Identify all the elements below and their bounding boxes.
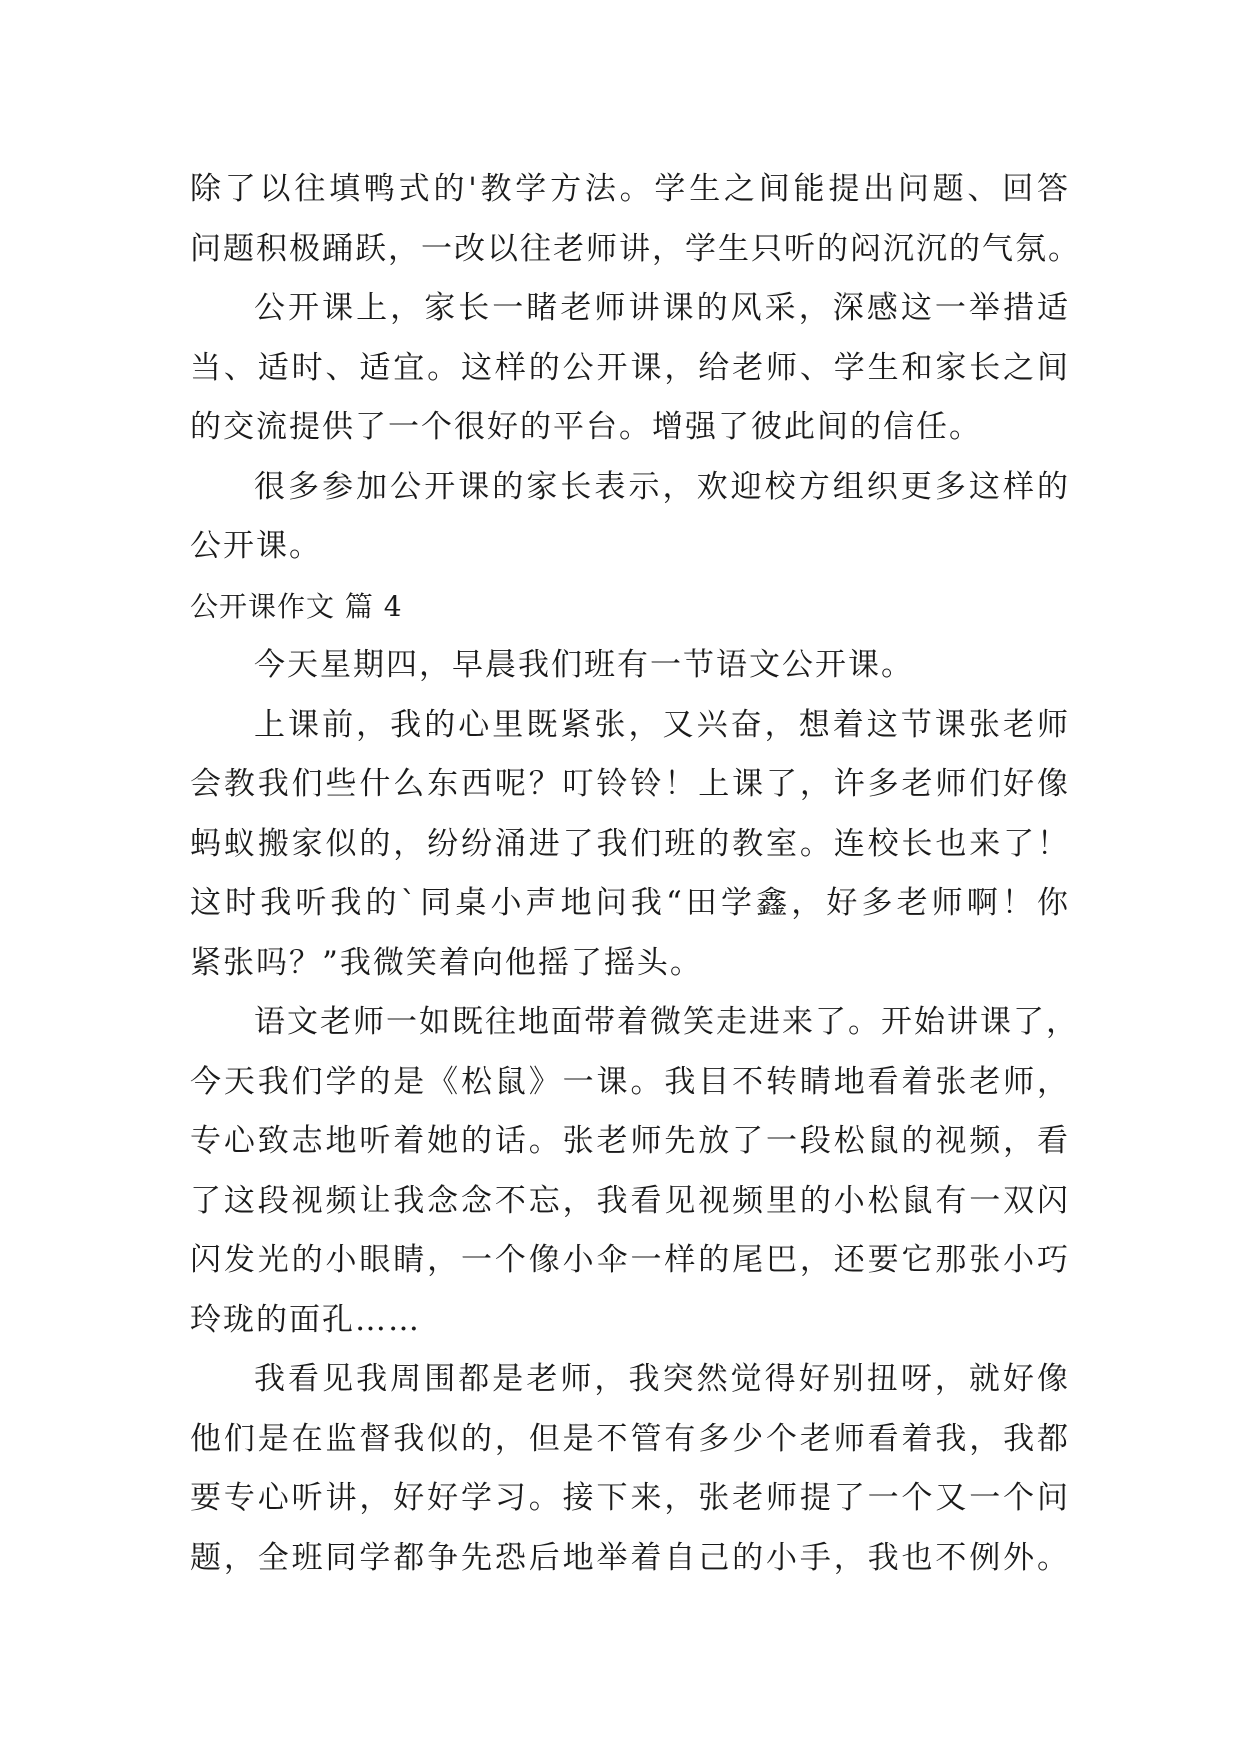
paragraph-line: 他们是在监督我似的，但是不管有多少个老师看着我，我都 bbox=[190, 1420, 1070, 1457]
paragraph-line: 今天我们学的是《松鼠》一课。我目不转睛地看着张老师， bbox=[190, 1063, 1070, 1100]
paragraph-line: 蚂蚁搬家似的，纷纷涌进了我们班的教室。连校长也来了！ bbox=[190, 825, 1070, 862]
paragraph-line: 很多参加公开课的家长表示，欢迎校方组织更多这样的 bbox=[254, 468, 1070, 505]
paragraph-line: 问题积极踊跃，一改以往老师讲，学生只听的闷沉沉的气氛。 bbox=[190, 230, 1081, 267]
paragraph-line: 当、适时、适宜。这样的公开课，给老师、学生和家长之间 bbox=[190, 349, 1070, 386]
paragraph-line: 这时我听我的`同桌小声地问我“田学鑫，好多老师啊！你 bbox=[190, 885, 1070, 921]
paragraph-line: 题，全班同学都争先恐后地举着自己的小手，我也不例外。 bbox=[190, 1539, 1070, 1576]
paragraph-line: 语文老师一如既往地面带着微笑走进来了。开始讲课了， bbox=[254, 1004, 1079, 1040]
paragraph bbox=[190, 993, 1079, 1350]
paragraph-line: 我看见我周围都是老师，我突然觉得好别扭呀，就好像 bbox=[254, 1361, 1070, 1397]
document-page bbox=[190, 160, 1081, 1588]
section-heading: 公开课作文 篇 4 bbox=[190, 589, 403, 623]
paragraph-line: 玲珑的面孔…… bbox=[190, 1301, 421, 1338]
paragraph-line: 闪发光的小眼睛，一个像小伞一样的尾巴，还要它那张小巧 bbox=[190, 1242, 1070, 1278]
paragraph bbox=[190, 160, 1081, 279]
paragraph-line: 今天星期四，早晨我们班有一节语文公开课。 bbox=[254, 647, 914, 683]
paragraph bbox=[190, 279, 1070, 458]
paragraph-line: 要专心听讲，好好学习。接下来，张老师提了一个又一个问 bbox=[190, 1480, 1070, 1516]
paragraph bbox=[190, 636, 1070, 696]
paragraph-line: 会教我们些什么东西呢？叮铃铃！上课了，许多老师们好像 bbox=[190, 766, 1070, 802]
paragraph bbox=[190, 458, 1070, 577]
paragraph-line: 公开课上，家长一睹老师讲课的风采，深感这一举措适 bbox=[254, 290, 1070, 326]
paragraph bbox=[190, 1350, 1070, 1588]
paragraph-line: 了这段视频让我念念不忘，我看见视频里的小松鼠有一双闪 bbox=[190, 1182, 1070, 1219]
paragraph-line: 的交流提供了一个很好的平台。增强了彼此间的信任。 bbox=[190, 409, 982, 445]
paragraph-line: 专心致志地听着她的话。张老师先放了一段松鼠的视频，看 bbox=[190, 1123, 1070, 1159]
paragraph-line: 紧张吗？”我微笑着向他摇了摇头。 bbox=[190, 944, 703, 981]
paragraph-line: 除了以往填鸭式的'教学方法。学生之间能提出问题、回答 bbox=[190, 171, 1070, 207]
paragraph-line: 公开课。 bbox=[190, 528, 322, 564]
paragraph-line: 上课前，我的心里既紧张，又兴奋，想着这节课张老师 bbox=[254, 706, 1070, 743]
paragraph bbox=[190, 696, 1070, 994]
